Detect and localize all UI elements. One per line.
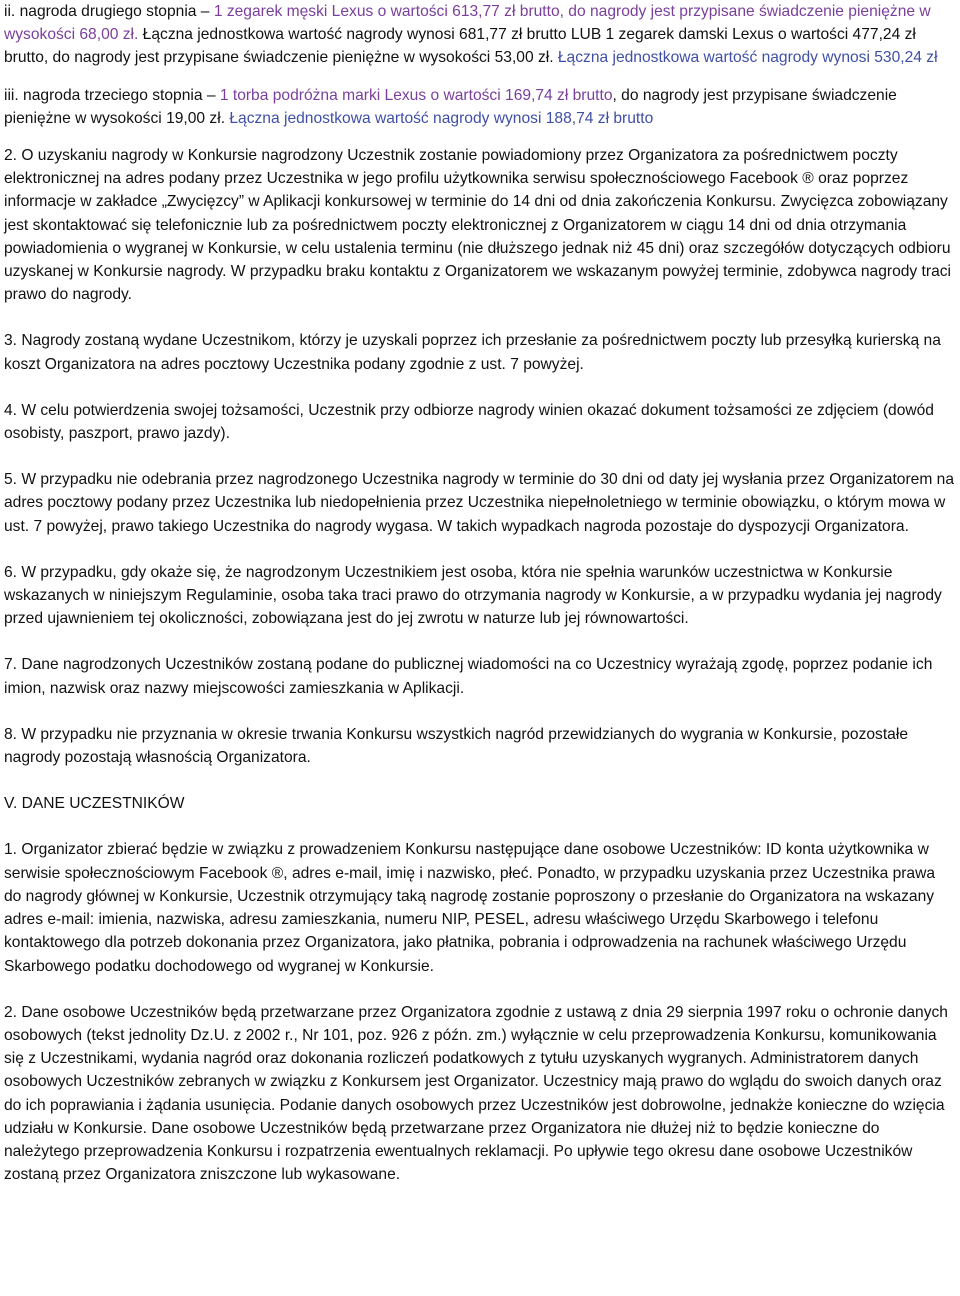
prize-ii-highlight-2: Łączna jednostkowa wartość nagrody wynosi 530,24 zł — [553, 49, 938, 67]
section-v-paragraph-1: 1. Organizator zbierać będzie w związku z prowadzeniem Konkursu następujące dane osobowe Uczestników: ID konta użytkownika w serwisie społecznościowym Facebook ®, adres e-mail, imię i nazwisko, płeć. Ponadto, w przypadku uzyskania przez Uczestnika prawa do nagrody głównej w Konkursie, Uczestnik otrzymujący taką nagrodę zostanie poproszony o przesłanie do Organizatora na wskazany adres e-mail: imienia, nazwiska, adresu zamieszkania, numeru NIP, PESEL, adresu właściwego Urzędu Skarbowego i telefonu kontaktowego dla potrzeb dokonania przez Organizatora, jako płatnika, pobrania i odprowadzenia na rachunek właściwego Urzędu Skarbowego podatku dochodowego od wygranej w Konkursie. — [4, 841, 936, 975]
paragraph-3: 3. Nagrody zostaną wydane Uczestnikom, którzy je uzyskali poprzez ich przesłanie za pośrednictwem poczty lub przesyłką kurierską na koszt Organizatora na adres pocztowy Uczestnika podany zgodnie z ust. 7 powyżej. — [4, 332, 941, 373]
section-v-paragraph-2: 2. Dane osobowe Uczestników będą przetwarzane przez Organizatora zgodnie z ustawą z dnia 29 sierpnia 1997 roku o ochronie danych osobowych (tekst jednolity Dz.U. z 2002 r., Nr 101, poz. 926 z późn. zm.) wyłącznie w celu przeprowadzenia Konkursu, komunikowania się z Uczestnikami, wydania nagród oraz dokonania rozliczeń podatkowych z tytułu uzyskanych wygranych. Administratorem danych osobowych Uczestników zebranych w związku z Konkursem jest Organizator. Uczestnicy mają prawo do wglądu do swoich danych oraz do ich poprawiania i żądania usunięcia. Podanie danych osobowych przez Uczestników jest dobrowolne, jednakże konieczne do wzięcia udziału w Konkursie. Dane osobowe Uczestników będą przetwarzane przez Organizatora nie dłużej niż to będzie konieczne do należytego przeprowadzenia Konkursu i rozpatrzenia ewentualnych reklamacji. Po upływie tego okresu dane osobowe Uczestników zostaną przez Organizatora zniszczone lub wykasowane. — [4, 1003, 948, 1184]
paragraph-5: 5. W przypadku nie odebrania przez nagrodzonego Uczestnika nagrody w terminie do 30 dni od daty jej wysłania przez Organizatorem na adres pocztowy podany przez Uczestnika lub niedopełnienia przez Uczestnika niepełnoletniego w terminie obowiązku, o którym mowa w ust. 7 powyżej, prawo takiego Uczestnika do nagrody wygasa. W takich wypadkach nagroda pozostaje do dyspozycji Organizatora. — [4, 471, 955, 535]
spacer — [4, 815, 956, 838]
prize-iii-highlight-2: Łączna jednostkowa wartość nagrody wynosi 188,74 zł brutto — [225, 109, 654, 127]
prize-third-degree — [4, 84, 956, 130]
paragraph-7: 7. Dane nagrodzonych Uczestników zostaną podane do publicznej wiadomości na co Uczestnicy wyrażają zgodę, poprzez podanie ich imion, nazwisk oraz nazwy miejscowości zamieszkania w Aplikacji. — [4, 656, 933, 697]
spacer — [4, 769, 956, 792]
prize-ii-lead: ii. nagroda drugiego stopnia – — [4, 3, 214, 20]
spacer — [4, 630, 956, 653]
paragraph-2: 2. O uzyskaniu nagrody w Konkursie nagrodzony Uczestnik zostanie powiadomiony przez Organizatora za pośrednictwem poczty elektronicznej na adres podany przez Uczestnika w jego profilu użytkownika serwisu społecznościowego Facebook ® oraz poprzez informacje w zakładce „Zwycięzcy” w Aplikacji konkursowej w terminie do 14 dni od dnia zakończenia Konkursu. Zwycięzca zobowiązany jest skontaktować się telefonicznie lub za pośrednictwem poczty elektronicznej z Organizatorem w ciągu 14 dni od dnia otrzymania powiadomienia o wygranej w Konkursie, w celu ustalenia terminu (nie dłuższego jednak niż 45 dni) oraz szczegółów dotyczących odbioru uzyskanej w Konkursie nagrody. W przypadku braku kontaktu z Organizatorem we wskazanym powyżej terminie, zdobywca nagrody traci prawo do nagrody. — [4, 147, 952, 304]
section-heading-v: V. DANE UCZESTNIKÓW — [4, 795, 185, 813]
prize-second-degree — [4, 0, 956, 70]
spacer — [4, 978, 956, 1001]
paragraph-6: 6. W przypadku, gdy okaże się, że nagrodzonym Uczestnikiem jest osoba, która nie spełnia warunków uczestnictwa w Konkursie wskazanych w niniejszym Regulaminie, osoba taka traci prawo do otrzymania nagrody w Konkursie, a w przypadku wydania jej nagrody przed ujawnieniem tej okoliczności, zobowiązana jest do jej zwrotu w naturze lub jej równowartości. — [4, 563, 942, 628]
spacer — [4, 700, 956, 723]
prize-iii-highlight-1: 1 torba podróżna marki Lexus o wartości 169,74 zł brutto — [219, 86, 613, 104]
paragraph-8: 8. W przypadku nie przyznania w okresie trwania Konkursu wszystkich nagród przewidzianych do wygrania w Konkursie, pozostałe nagrody pozostają własnością Organizatora. — [4, 725, 908, 767]
spacer — [4, 70, 956, 84]
prize-ii-highlight-1: 1 zegarek męski Lexus o wartości 613,77 zł brutto, do nagrody jest przypisane świadczenie pieniężne w wysokości 68,00 zł. — [4, 3, 931, 44]
prize-ii-text: Łączna jednostkowa wartość nagrody wynosi 681,77 zł brutto LUB 1 zegarek damski Lexus o wartości 477,24 zł brutto, do nagrody jest przypisane świadczenie pieniężne w wysokości 53,00 zł. — [4, 26, 916, 67]
spacer — [4, 376, 956, 399]
spacer — [4, 445, 956, 468]
prize-iii-text: , do nagrody jest przypisane świadczenie pieniężne w wysokości 19,00 zł. — [4, 86, 897, 127]
spacer — [4, 306, 956, 329]
spacer — [4, 538, 956, 561]
paragraph-4: 4. W celu potwierdzenia swojej tożsamości, Uczestnik przy odbiorze nagrody winien okazać dokument tożsamości ze zdjęciem (dowód osobisty, paszport, prawo jazdy). — [4, 401, 934, 443]
spacer — [4, 130, 956, 144]
prize-iii-lead: iii. nagroda trzeciego stopnia – — [4, 86, 220, 104]
